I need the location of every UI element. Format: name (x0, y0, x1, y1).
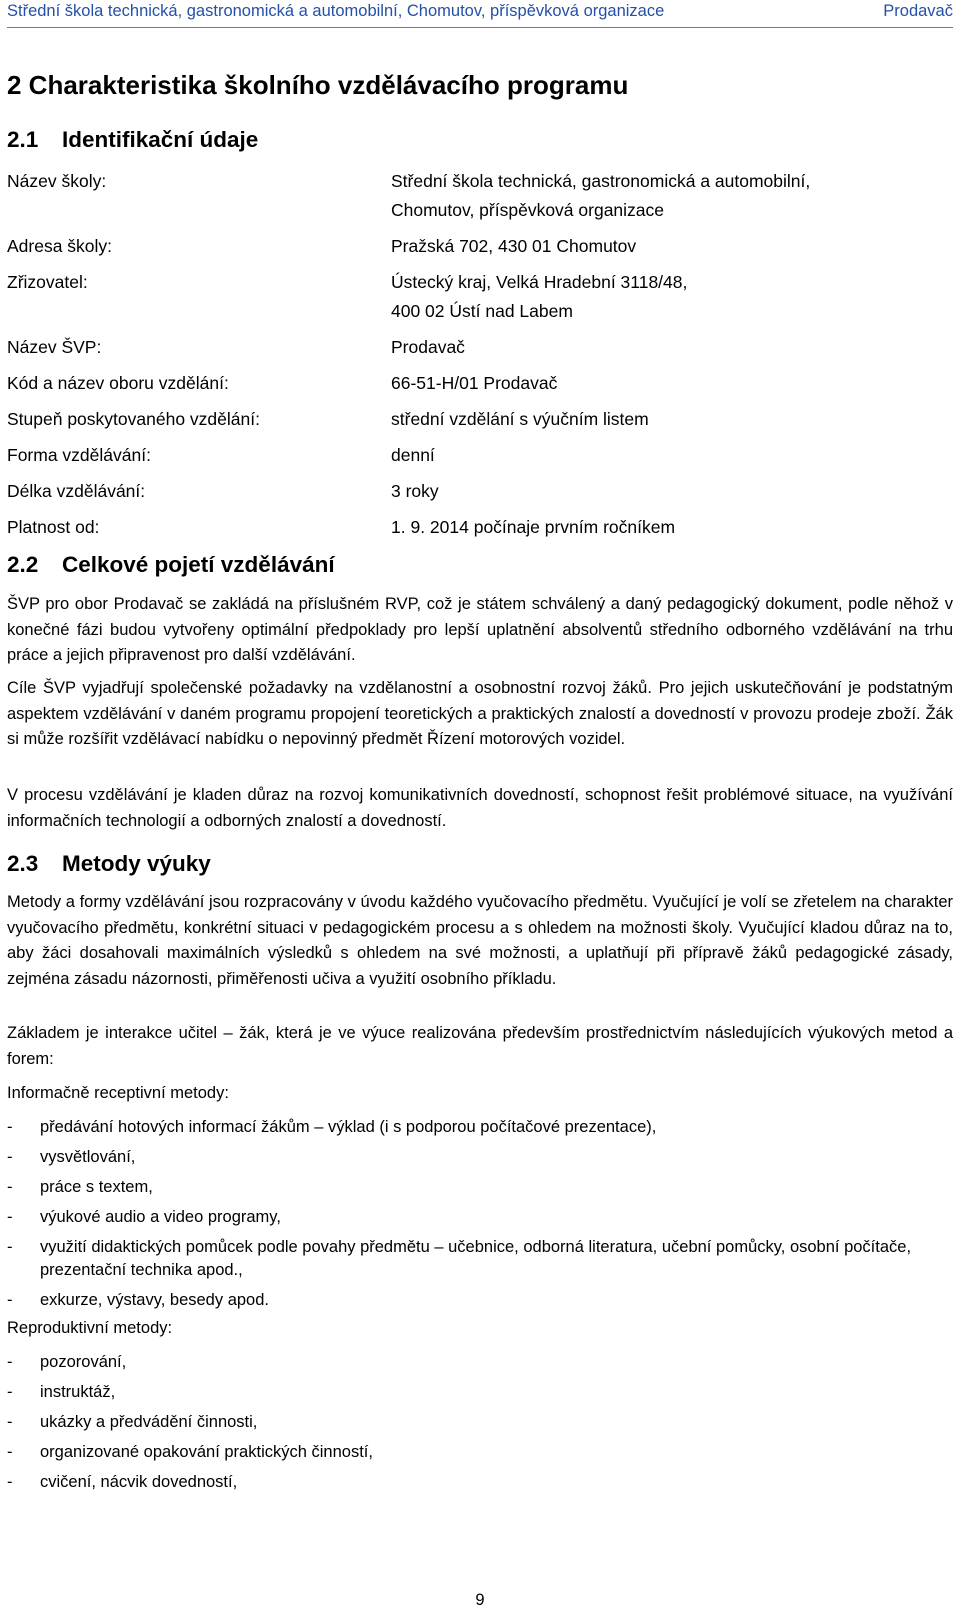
value-school-name-line2: Chomutov, příspěvková organizace (391, 200, 665, 220)
list-item: - exkurze, výstavy, besedy apod. (7, 1291, 269, 1309)
section-title: Identifikační údaje (62, 127, 259, 152)
value-valid-from: 1. 9. 2014 počínaje prvním ročníkem (391, 517, 676, 537)
section-number: 2.2 (7, 552, 39, 577)
section-number: 2.3 (7, 851, 39, 876)
list-item: - předávání hotových informací žákům – výklad (i s podporou počítačové prezentace), (7, 1118, 657, 1136)
reproductive-methods-label: Reproduktivní metody: (7, 1319, 173, 1337)
header-divider (7, 27, 953, 28)
label-education-form: Forma vzdělávání: (7, 445, 151, 465)
list-item: - využití didaktických pomůcek podle povahy předmětu – učebnice, odborná literatura, učební pomůcky, osobní počítače, prezentační technika apod., (7, 1238, 912, 1279)
list-item: - vysvětlování, (7, 1148, 136, 1166)
receptive-methods-list (7, 1116, 953, 1319)
label-valid-from: Platnost od: (7, 517, 100, 537)
header-school-name: Střední škola technická, gastronomická a automobilní, Chomutov, příspěvková organizace (7, 2, 665, 20)
value-education-form: denní (391, 445, 435, 465)
list-item: - cvičení, nácvik dovedností, (7, 1473, 238, 1491)
header-program-name: Prodavač (883, 2, 953, 20)
list-item: - výukové audio a video programy, (7, 1208, 281, 1226)
list-item: - pozorování, (7, 1353, 127, 1371)
value-founder-line2: 400 02 Ústí nad Labem (391, 301, 573, 321)
label-founder: Zřizovatel: (7, 272, 88, 292)
receptive-methods-label: Informačně receptivní metody: (7, 1084, 229, 1102)
paragraph-methods-2: Základem je interakce učitel – žák, která je ve výuce realizována především prostřednictvím následujících výukových metod a forem: (7, 1024, 953, 1068)
running-header (7, 0, 953, 29)
list-item: - organizované opakování praktických činností, (7, 1443, 373, 1461)
label-education-length: Délka vzdělávání: (7, 481, 146, 501)
list-item: - instruktáž, (7, 1383, 116, 1401)
paragraph-concept-3: V procesu vzdělávání je kladen důraz na rozvoj komunikativních dovedností, schopnost řešit problémové situace, na využívání informačních technologií a odborných znalostí a dovedností. (7, 786, 953, 830)
section-heading-concept (7, 552, 335, 578)
label-education-level: Stupeň poskytovaného vzdělání: (7, 409, 260, 429)
paragraph-concept-2: Cíle ŠVP vyjadřují společenské požadavky na vzdělanostní a osobnostní rozvoj žáků. Pro jejich uskutečňování je podstatným aspektem vzdělávání v daném programu propojení teoretických a praktických znalostí a dovedností v provozu prodeje zboží. Žák si může rozšířit vzdělávací nabídku o nepovinný předmět Řízení motorových vozidel. (7, 679, 953, 748)
reproductive-methods-list (7, 1351, 953, 1501)
value-education-length: 3 roky (391, 481, 439, 501)
value-founder-line1: Ústecký kraj, Velká Hradební 3118/48, (391, 272, 688, 292)
paragraph-concept-1: ŠVP pro obor Prodavač se zakládá na příslušném RVP, což je státem schválený a daný pedagogický dokument, podle něhož v konečné fázi budou vytvořeny optimální předpoklady pro lepší uplatnění absolventů středního odborného vzdělávání na trhu práce a jejich připravenost pro další vzdělávání. (7, 595, 953, 664)
list-item: - práce s textem, (7, 1178, 153, 1196)
label-school-name: Název školy: (7, 171, 107, 191)
paragraph-methods-1: Metody a formy vzdělávání jsou rozpracovány v úvodu každého vyučovacího předmětu. Vyučující je volí se zřetelem na charakter vyučovacího předmětu, konkrétní situaci v pedagogickém procesu a s ohledem na možnosti školy. Vyučující kladou důraz na to, aby žáci dosahovali maximálních výsledků s ohledem na své možnosti, a uplatňují při přípravě žáků pedagogické zásady, zejména zásadu názornosti, přiměřenosti učiva a využití osobního příkladu. (7, 893, 953, 988)
section-number: 2.1 (7, 127, 39, 152)
section-title: Metody výuky (62, 851, 211, 876)
value-field-code: 66-51-H/01 Prodavač (391, 373, 558, 393)
value-education-level: střední vzdělání s výučním listem (391, 409, 649, 429)
section-title: Celkové pojetí vzdělávání (62, 552, 335, 577)
label-school-address: Adresa školy: (7, 236, 113, 256)
chapter-title: 2 Charakteristika školního vzdělávacího programu (7, 70, 629, 100)
label-svp-name: Název ŠVP: (7, 337, 102, 357)
page-number: 9 (475, 1591, 485, 1609)
value-svp-name: Prodavač (391, 337, 465, 357)
section-heading-methods (7, 851, 211, 877)
list-item: - ukázky a předvádění činnosti, (7, 1413, 258, 1431)
value-school-name-line1: Střední škola technická, gastronomická a automobilní, (391, 171, 811, 191)
section-heading-identification (7, 127, 258, 153)
value-school-address: Pražská 702, 430 01 Chomutov (391, 236, 637, 256)
label-field-code: Kód a název oboru vzdělání: (7, 373, 229, 393)
